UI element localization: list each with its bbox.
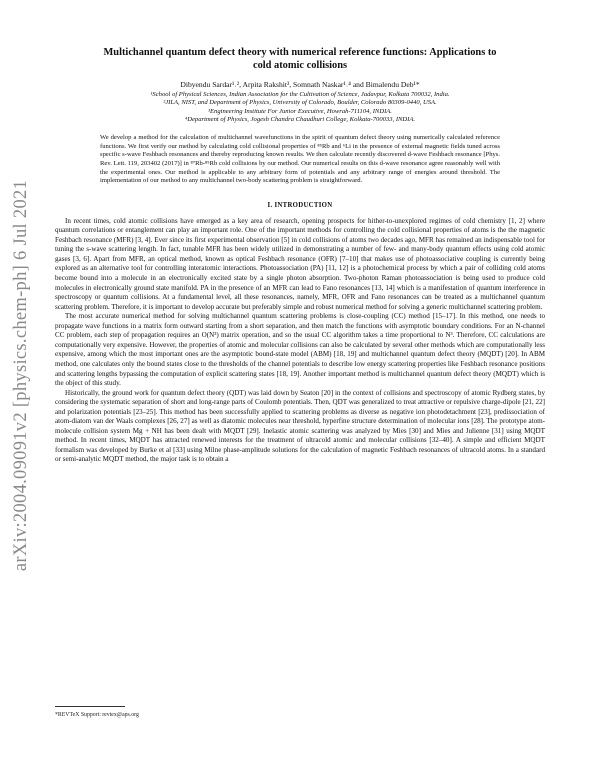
intro-paragraph-1: In recent times, cold atomic collisions have emerged as a key area of research, opening prospects for hither-to-unexplored regimes of cold chemistry [1, 2] where quantum correlations or entanglement can play an important role. One of the important methods for controlling the cold collisional properties of atoms is the the magnetic Feshbach resonance (MFR) [3, 4]. Ever since its first experimental observation [5] in cold collisions of atoms two decades ago, MFR has remained an indispensable tool for tuning the s-wave scattering length. In fact, tunable MFR has been widely utilized in demonstrating a number of few- and many-body quantum effects using cold atomic gases [3, 6]. Apart from MFR, an optical method, known as optical Feshbach resonance (OFR) [7–10] that makes use of photoassociative coupling is currently being explored as an alternative tool for controlling interatomic interactions. Photoassociation (PA) [11, 12] is a photochemical process by which a pair of colliding cold atoms become bound into a molecule in an electronically excited state by a single photon absorption. Two-photon Raman photoassociation is being used to produce cold molecules in electronically ground state manifold. PA in the presence of an MFR can lead to Fano resonances [13, 14] which is a manifestation of quantum interference in spectroscopy or quantum collisions. At a fundamental level, all these resonances, namely, MFR, OFR and Fano resonances can be treated as a multichannel quantum scattering problem. Therefore, it is important to develop accurate but preferably simple and robust numerical method for solving a generic multichannel scattering problem. [55,216,545,311]
section-heading-introduction: I. INTRODUCTION [267,201,333,209]
paper-title: Multichannel quantum defect theory with numerical reference functions: Applications to cold atomic collisions [103,47,497,71]
affiliation-1: ¹School of Physical Sciences, Indian Association for the Cultivation of Science, Jadavpur, Kolkata 700032, India. [150,91,450,98]
affiliation-3: ³Engineering Institute For Junior Executive, Howrah-711104, INDIA. [208,107,392,115]
intro-paragraph-3: Historically, the ground work for quantum defect theory (QDT) was laid down by Seaton [20] in the context of collisions and spectroscopy of atomic Rydberg states, by considering the systematic separation of short and long-range parts of Coulomb potentials. Then, QDT was generalized to treat attractive or repulsive charge-dipole [21, 22] and polarization potentials [23–25]. This method has been successfully applied to scattering problems as diverse as negative ion photodetachment [23], predissociation of atom-diatom van der Waals complexes [26, 27] as well as diatomic molecules near threshold, hyperfine structure determination of molecular ions [28]. The prototype atom-molecule collision system Mg + NH has been dealt with MQDT [29]. Inelastic atomic scattering was analyzed by Mies [30] and Mies and Julienne [31] using MQDT method. In recent times, MQDT has attracted renewed interests for the treatment of ultracold atomic and molecular collisions [32–40]. A simple and efficient MQDT formalism was developed by Burke et al [33] using Milne phase-amplitude solutions for the calculation of magnetic Feshbach resonances of ultracold atoms. In a standard or semi-analytic MQDT method, the major task is to obtain a [55,388,545,464]
affiliation-2: ²JILA, NIST, and Department of Physics, University of Colorado, Boulder, Colorado 80309-0440, USA. [163,99,437,107]
arxiv-identifier-text: arXiv:2004.09091v2 [physics.chem-ph] 6 Jul 2021 [11,179,32,571]
paper-page [55,46,545,465]
abstract: We develop a method for the calculation of multichannel wavefunctions in the spirit of quantum defect theory using numerically calculated reference functions. We first verify our method by calculating cold collisional properties of ⁸⁵Rb and ⁶Li in the presence of external magnetic fields tuned across specific s-wave Feshbach resonances and thereby reproducing known results. We then calculate recently discovered d-wave Feshbach resonance [Phys. Rev. Lett. 119, 203402 (2017)] in ⁸⁷Rb-⁸⁵Rb cold collisions by our method. Our numerical results on this d-wave resonance agree reasonably well with the experimental ones. Our method is applicable to any arbitrary form of potentials and any arbitrary range of energies around threshold. The implementation of our method to any multichannel two-body scattering problem is straightforward. [100,134,500,185]
footnote: *REVTeX Support: revtex@aps.org [55,712,139,718]
author-list: Dibyendu Sardar¹˒², Arpita Rakshit³, Somnath Naskar¹˒⁴ and Bimalendu Deb¹* [180,80,420,89]
arxiv-identifier-stamp [2,150,42,600]
footnote-divider [55,706,125,707]
affiliation-4: ⁴Department of Physics, Jogesh Chandra Chaudhuri College, Kolkata-700033, INDIA. [184,115,416,123]
affiliation-list [55,91,545,124]
intro-paragraph-2: The most accurate numerical method for solving multichannel quantum scattering problems is close-coupling (CC) method [15–17]. In this method, one needs to propagate wave functions in a matrix form outward starting from a short separation, and then match the functions with asymptotic boundary conditions. For an N-channel CC problem, each step of propagation requires an O(N³) matrix operation, and so the usual CC algorithm takes a time proportional to N³. Therefore, CC calculations are computationally very expensive. However, the properties of atomic and molecular collisions can also be calculated by several other methods which are computationally less expensive, among which the most important ones are the asymptotic bound-state model (ABM) [18, 19] and multichannel quantum defect theory (MQDT) [20]. In ABM method, one calculates only the bound states close to the thresholds of the channel potentials to describe low energy scattering properties like Feshbach resonance positions and scattering lengths bypassing the computation of explicit scattering states [18, 19]. Another important method is multichannel quantum defect theory (MQDT) which is the object of this study. [55,312,545,388]
